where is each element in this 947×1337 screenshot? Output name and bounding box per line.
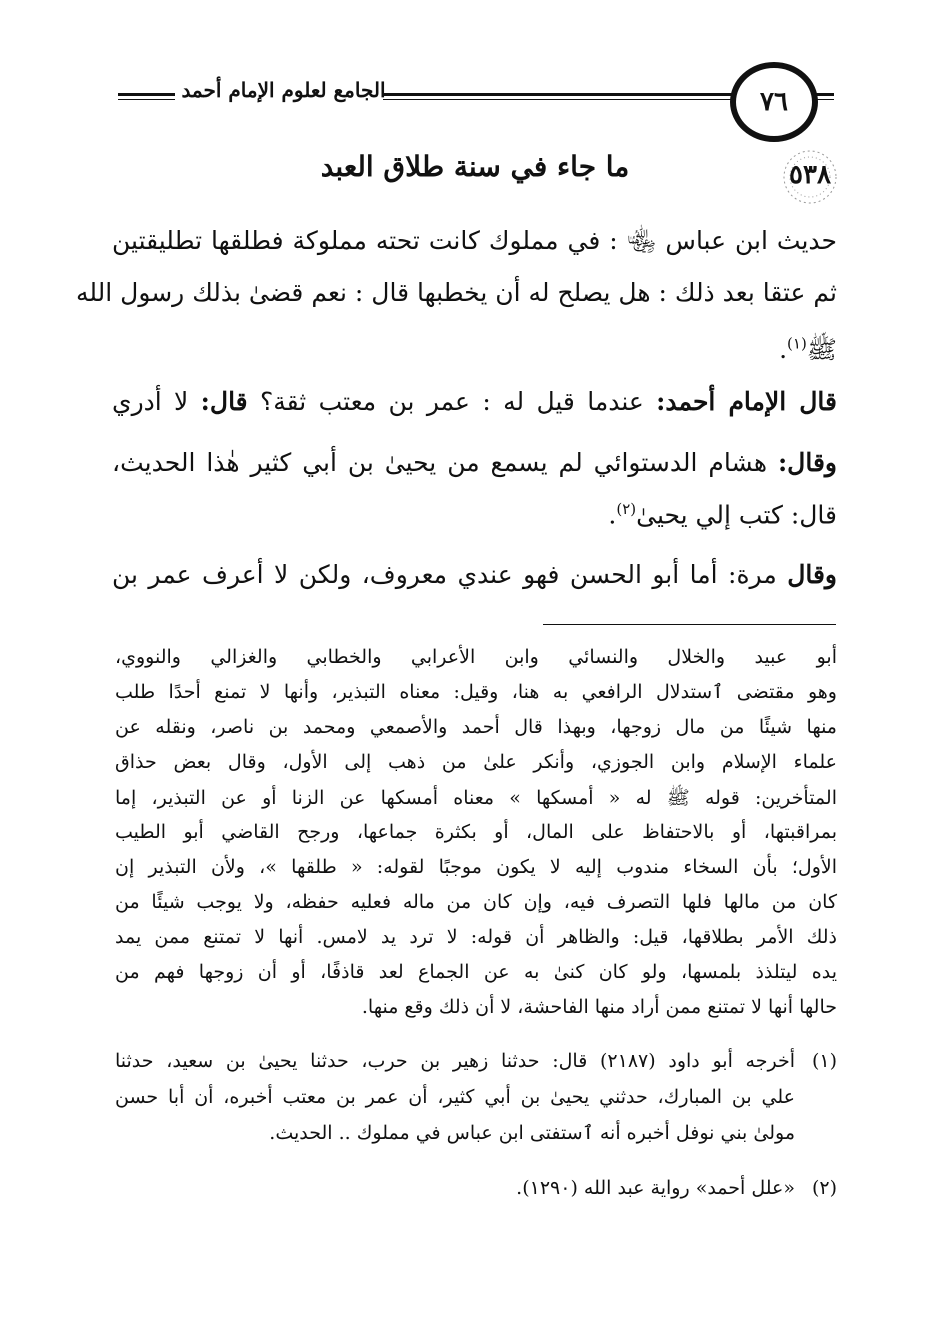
entry-number-ornament bbox=[772, 148, 848, 206]
body-line bbox=[112, 448, 837, 477]
body-text: قال: كتب إلي يحيىٰ bbox=[636, 500, 837, 530]
footnote-line: يده ليتلذذ بلمسها، ولو كان كنىٰ به عن الجماع لعد قاذفًا، أو أن زوجها فهم من bbox=[115, 961, 837, 983]
entry-number: ٥٣٨ bbox=[789, 160, 831, 190]
footnote-line: علي بن المبارك، حدثني يحيىٰ بن أبي كثير، أن عمر بن معتب أخبره، أن أبا حسن bbox=[115, 1086, 795, 1108]
footnote-line: منها شيئًا من مال زوجها، وبهذا قال أحمد والأصمعي ومحمد بن ناصر، ونقله عن bbox=[115, 716, 837, 738]
footnote-line: حالها أنها لا تمتنع ممن أراد منها الفاحشة، لا أن ذلك وقع منها. bbox=[361, 996, 837, 1018]
header-rule bbox=[383, 93, 739, 100]
footnote-line: أبو عبيد والخلال والنسائي وابن الأعرابي والخطابي والغزالي والنووي، bbox=[115, 646, 837, 668]
body-line bbox=[112, 500, 837, 529]
speaker-label: قال الإمام أحمد: bbox=[656, 387, 837, 416]
footnote-line: بمراقبتها، أو بالاحتفاظ على المال، أو بكثرة جماعها، ورجح القاضي أبو الطيب bbox=[115, 821, 837, 843]
body-line: ثم عتقا بعد ذلك : هل يصلح له أن يخطبها قال : نعم قضىٰ بذلك رسول الله bbox=[75, 278, 837, 307]
footnote-line: أخرجه أبو داود (٢١٨٧) قال: حدثنا زهير بن حرب، حدثنا يحيىٰ بن سعيد، حدثنا bbox=[115, 1050, 795, 1072]
body-line bbox=[112, 334, 837, 371]
speaker-label: وقال bbox=[787, 560, 838, 589]
footnote-line: علماء الإسلام وابن الجوزي، وأنكر علىٰ من ذهب إلى الأول، وقال بعض حذاق bbox=[115, 751, 837, 773]
footnote-line: مولىٰ بني نوفل أخبره أنه ٱستفتى ابن عباس في مملوك .. الحديث. bbox=[269, 1122, 795, 1144]
body-text: لا أدري bbox=[112, 387, 189, 416]
footnote-separator bbox=[543, 624, 836, 625]
section-title: ما جاء في سنة طلاق العبد bbox=[320, 150, 630, 183]
footnote-line: ذلك الأمر بطلاقها، قيل: والظاهر أن قوله: لا ترد يد لامس. أنها لا تمتنع ممن يمد bbox=[115, 926, 837, 948]
footnote-line: وهو مقتضى ٱستدلال الرافعي به هنا، وقيل: معناه التبذير، وأنها لا تمنع أحدًا طلب bbox=[115, 681, 837, 703]
speaker-label: قال: bbox=[200, 387, 248, 416]
header-rule bbox=[812, 93, 834, 100]
footnote-line: كان من مالها فلها التصرف فيه، وإن كان من ماله فعليه حفظه، ولا يوجب شيئًا من bbox=[115, 891, 837, 913]
footnote-number: (١) bbox=[811, 1050, 837, 1072]
body-text: عندما قيل له : عمر بن معتب ثقة؟ bbox=[259, 387, 644, 416]
body-line bbox=[112, 560, 837, 589]
salawat-glyph: ﷺ bbox=[806, 335, 837, 364]
footnote-line: المتأخرين: قوله ﷺ له « أمسكها » معناه أمسكها عن الزنا أو عن التبذير، إما bbox=[115, 787, 837, 809]
running-header-title: الجامع لعلوم الإمام أحمد bbox=[175, 78, 392, 102]
page-number: ٧٦ bbox=[760, 87, 788, 117]
footnote-line: «علل أحمد» رواية عبد الله (١٢٩٠). bbox=[516, 1177, 795, 1199]
footnote-ref: (١) bbox=[787, 334, 807, 353]
body-text: مرة: أما أبو الحسن فهو عندي معروف، ولكن لا أعرف عمر بن bbox=[112, 560, 777, 589]
punctuation: . bbox=[779, 335, 788, 364]
speaker-label: وقال: bbox=[777, 448, 837, 477]
body-text: هشام الدستوائي لم يسمع من يحيىٰ بن أبي كثير هٰذا الحديث، bbox=[112, 448, 768, 477]
footnote-line: الأول؛ بأن السخاء مندوب إليه لا يكون موجبًا لقوله: « طلقها »، ولأن التبذير إن bbox=[115, 856, 837, 878]
body-line: حديث ابن عباس ﵄ : في مملوك كانت تحته مملوكة فطلقها تطليقتين bbox=[112, 226, 837, 255]
footnote-ref: (٢) bbox=[616, 500, 637, 518]
body-line bbox=[112, 387, 837, 416]
page-number-badge bbox=[730, 62, 818, 142]
footnote-number: (٢) bbox=[811, 1177, 837, 1199]
punctuation: . bbox=[608, 500, 617, 530]
